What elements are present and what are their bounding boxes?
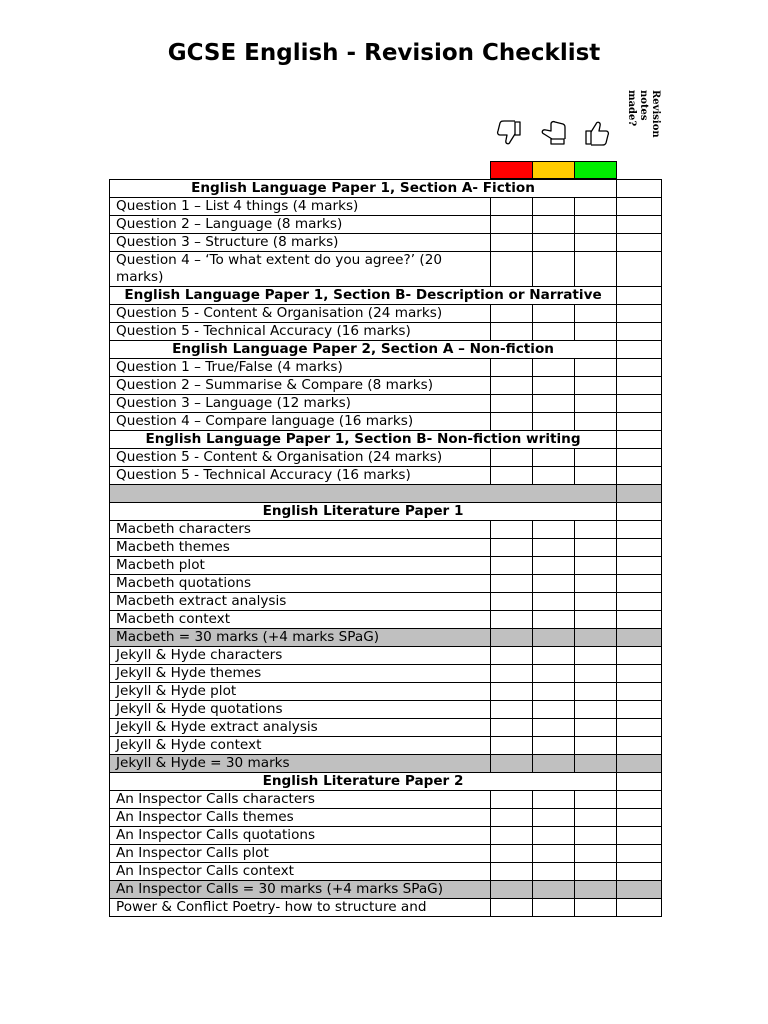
rating-red-box[interactable] [491, 647, 533, 665]
notes-checkbox[interactable] [617, 683, 662, 701]
rating-green-box [575, 881, 617, 899]
section-header-row [110, 503, 662, 521]
section-title: English Language Paper 1, Section B- Non-fiction writing [110, 431, 617, 449]
notes-checkbox[interactable] [617, 611, 662, 629]
checklist-row [110, 323, 662, 341]
item-label: Jekyll & Hyde context [110, 737, 491, 755]
rating-green-box[interactable] [575, 413, 617, 431]
rating-red-box[interactable] [491, 593, 533, 611]
notes-checkbox[interactable] [617, 503, 662, 521]
notes-checkbox[interactable] [617, 845, 662, 863]
rating-red-box[interactable] [491, 252, 533, 287]
checklist-row [110, 809, 662, 827]
section-header-row [110, 287, 662, 305]
checklist-row [110, 198, 662, 216]
rating-red-box[interactable] [491, 683, 533, 701]
checklist-row [110, 719, 662, 737]
notes-checkbox[interactable] [617, 719, 662, 737]
item-label [110, 485, 617, 503]
item-label: Jekyll & Hyde extract analysis [110, 719, 491, 737]
rating-red-box[interactable] [491, 701, 533, 719]
rating-green-box[interactable] [575, 809, 617, 827]
notes-checkbox [617, 755, 662, 773]
rating-green-box[interactable] [575, 234, 617, 252]
checklist-row [110, 359, 662, 377]
rating-green-box[interactable] [575, 539, 617, 557]
checklist-row [110, 863, 662, 881]
item-label: Jekyll & Hyde characters [110, 647, 491, 665]
rating-amber-box[interactable] [533, 899, 575, 917]
rating-red-box[interactable] [491, 809, 533, 827]
section-header-row [110, 341, 662, 359]
rating-amber-box[interactable] [533, 305, 575, 323]
rating-amber-box[interactable] [533, 521, 575, 539]
notes-checkbox[interactable] [617, 252, 662, 287]
revision-notes-label: Revision notes made? [626, 90, 661, 138]
item-label: An Inspector Calls quotations [110, 827, 491, 845]
item-label: Macbeth = 30 marks (+4 marks SPaG) [110, 629, 491, 647]
section-header-row [110, 773, 662, 791]
item-label: An Inspector Calls themes [110, 809, 491, 827]
item-label: Question 4 – Compare language (16 marks) [110, 413, 491, 431]
notes-checkbox[interactable] [617, 359, 662, 377]
rating-amber-box[interactable] [533, 593, 575, 611]
notes-checkbox[interactable] [617, 216, 662, 234]
notes-checkbox[interactable] [617, 539, 662, 557]
checklist-row [110, 377, 662, 395]
item-label: An Inspector Calls = 30 marks (+4 marks SPaG) [110, 881, 491, 899]
rating-amber-box[interactable] [533, 198, 575, 216]
item-label: An Inspector Calls plot [110, 845, 491, 863]
rating-green-box[interactable] [575, 719, 617, 737]
rating-red-box[interactable] [491, 377, 533, 395]
rating-amber-box[interactable] [533, 557, 575, 575]
item-label: Question 3 – Language (12 marks) [110, 395, 491, 413]
rating-amber-box[interactable] [533, 737, 575, 755]
rating-red-box[interactable] [491, 575, 533, 593]
notes-checkbox[interactable] [617, 899, 662, 917]
notes-checkbox[interactable] [617, 180, 662, 198]
item-label: An Inspector Calls context [110, 863, 491, 881]
rating-red-box[interactable] [491, 521, 533, 539]
checklist-row [110, 413, 662, 431]
rating-green-box [575, 755, 617, 773]
rating-green-box[interactable] [575, 593, 617, 611]
rating-green-box[interactable] [575, 557, 617, 575]
notes-checkbox[interactable] [617, 305, 662, 323]
notes-checkbox[interactable] [617, 647, 662, 665]
notes-checkbox[interactable] [617, 791, 662, 809]
item-label: Jekyll & Hyde plot [110, 683, 491, 701]
item-label: Macbeth characters [110, 521, 491, 539]
notes-checkbox[interactable] [617, 665, 662, 683]
checklist-row [110, 521, 662, 539]
section-title: English Language Paper 1, Section A- Fiction [110, 180, 617, 198]
rating-red-box[interactable] [491, 198, 533, 216]
rating-amber-box[interactable] [533, 252, 575, 287]
thumbs-up-icon [582, 118, 612, 148]
item-label: Macbeth plot [110, 557, 491, 575]
item-label: An Inspector Calls characters [110, 791, 491, 809]
checklist-row [110, 827, 662, 845]
rating-red-box[interactable] [491, 305, 533, 323]
rating-amber-box[interactable] [533, 845, 575, 863]
rating-red-box[interactable] [491, 234, 533, 252]
checklist-row [110, 539, 662, 557]
rating-red-box[interactable] [491, 557, 533, 575]
rating-amber-box[interactable] [533, 323, 575, 341]
rating-amber-box[interactable] [533, 449, 575, 467]
notes-checkbox[interactable] [617, 863, 662, 881]
rating-amber-box[interactable] [533, 611, 575, 629]
rating-green-box[interactable] [575, 737, 617, 755]
checklist-row [110, 701, 662, 719]
rating-green-box[interactable] [575, 899, 617, 917]
checklist-row [110, 737, 662, 755]
rating-green-box[interactable] [575, 216, 617, 234]
notes-checkbox[interactable] [617, 827, 662, 845]
notes-checkbox[interactable] [617, 198, 662, 216]
rating-red-box[interactable] [491, 449, 533, 467]
marks-total-row [110, 629, 662, 647]
rating-amber-box[interactable] [533, 827, 575, 845]
item-label: Question 2 – Language (8 marks) [110, 216, 491, 234]
checklist-row [110, 216, 662, 234]
item-label: Jekyll & Hyde = 30 marks [110, 755, 491, 773]
checklist-row [110, 611, 662, 629]
rating-amber-box[interactable] [533, 359, 575, 377]
rating-green-swatch [574, 161, 617, 179]
marks-total-row [110, 881, 662, 899]
checklist-row [110, 449, 662, 467]
checklist-row [110, 305, 662, 323]
item-label: Question 3 – Structure (8 marks) [110, 234, 491, 252]
rating-red-box[interactable] [491, 539, 533, 557]
rating-red-box[interactable] [491, 216, 533, 234]
rating-green-box[interactable] [575, 611, 617, 629]
blank-divider-row [110, 485, 662, 503]
notes-checkbox[interactable] [617, 323, 662, 341]
rating-green-box[interactable] [575, 252, 617, 287]
rating-amber-box[interactable] [533, 413, 575, 431]
checklist-row [110, 593, 662, 611]
rating-amber-box[interactable] [533, 377, 575, 395]
rating-amber-box[interactable] [533, 395, 575, 413]
marks-total-row [110, 755, 662, 773]
notes-checkbox[interactable] [617, 431, 662, 449]
notes-checkbox[interactable] [617, 521, 662, 539]
checklist-row [110, 234, 662, 252]
rating-red-box[interactable] [491, 863, 533, 881]
section-title: English Literature Paper 1 [110, 503, 617, 521]
rating-green-box[interactable] [575, 701, 617, 719]
checklist-row [110, 899, 662, 917]
checklist-row [110, 791, 662, 809]
rating-amber-box[interactable] [533, 467, 575, 485]
item-label: Macbeth extract analysis [110, 593, 491, 611]
item-label: Question 5 - Content & Organisation (24 marks) [110, 449, 491, 467]
revision-checklist-table [109, 179, 662, 917]
rating-green-box[interactable] [575, 683, 617, 701]
rating-amber-box[interactable] [533, 539, 575, 557]
item-label: Question 2 – Summarise & Compare (8 marks) [110, 377, 491, 395]
rating-red-box [491, 755, 533, 773]
rating-amber-box[interactable] [533, 216, 575, 234]
item-label: Question 1 – List 4 things (4 marks) [110, 198, 491, 216]
checklist-row [110, 845, 662, 863]
rating-red-box[interactable] [491, 791, 533, 809]
rating-red-box[interactable] [491, 611, 533, 629]
notes-checkbox [617, 881, 662, 899]
notes-checkbox[interactable] [617, 377, 662, 395]
rating-red-box[interactable] [491, 719, 533, 737]
notes-checkbox[interactable] [617, 575, 662, 593]
rating-amber-box [533, 881, 575, 899]
rating-red-box[interactable] [491, 359, 533, 377]
notes-checkbox[interactable] [617, 395, 662, 413]
checklist-row [110, 575, 662, 593]
notes-checkbox[interactable] [617, 593, 662, 611]
rating-amber-box[interactable] [533, 701, 575, 719]
page-title: GCSE English - Revision Checklist [167, 40, 601, 66]
notes-checkbox[interactable] [617, 701, 662, 719]
checklist-row [110, 395, 662, 413]
section-title: English Literature Paper 2 [110, 773, 617, 791]
rating-red-box[interactable] [491, 413, 533, 431]
rating-green-box[interactable] [575, 449, 617, 467]
notes-checkbox[interactable] [617, 287, 662, 305]
notes-checkbox[interactable] [617, 341, 662, 359]
item-label: Question 4 – ‘To what extent do you agree?’ (20 marks) [110, 252, 491, 287]
rating-red-box[interactable] [491, 395, 533, 413]
rating-green-box[interactable] [575, 665, 617, 683]
section-header-row [110, 180, 662, 198]
rating-amber-box [533, 629, 575, 647]
rating-red-box[interactable] [491, 665, 533, 683]
rating-red-box [491, 881, 533, 899]
checklist-row [110, 647, 662, 665]
rating-red-box[interactable] [491, 899, 533, 917]
item-label: Macbeth themes [110, 539, 491, 557]
rating-green-box[interactable] [575, 521, 617, 539]
item-label: Jekyll & Hyde quotations [110, 701, 491, 719]
rating-green-box[interactable] [575, 827, 617, 845]
section-title: English Language Paper 2, Section A – Non-fiction [110, 341, 617, 359]
rating-green-box[interactable] [575, 377, 617, 395]
rating-amber-box[interactable] [533, 234, 575, 252]
rating-red-box[interactable] [491, 323, 533, 341]
rating-red-box[interactable] [491, 467, 533, 485]
rating-amber-box[interactable] [533, 575, 575, 593]
rating-red-box[interactable] [491, 845, 533, 863]
notes-checkbox[interactable] [617, 234, 662, 252]
rating-red-box [491, 629, 533, 647]
checklist-row [110, 665, 662, 683]
rating-amber-box[interactable] [533, 791, 575, 809]
rating-green-box[interactable] [575, 647, 617, 665]
item-label: Question 5 - Technical Accuracy (16 marks) [110, 323, 491, 341]
item-label: Macbeth quotations [110, 575, 491, 593]
rating-red-box[interactable] [491, 737, 533, 755]
rating-green-box[interactable] [575, 863, 617, 881]
rating-green-box[interactable] [575, 323, 617, 341]
notes-checkbox[interactable] [617, 773, 662, 791]
checklist-row [110, 557, 662, 575]
thumbs-down-icon [494, 118, 524, 148]
rating-red-swatch [490, 161, 533, 179]
section-title: English Language Paper 1, Section B- Description or Narrative [110, 287, 617, 305]
rating-amber-box[interactable] [533, 809, 575, 827]
rating-amber-box[interactable] [533, 863, 575, 881]
checklist-row [110, 467, 662, 485]
rating-amber-swatch [532, 161, 575, 179]
rating-green-box[interactable] [575, 791, 617, 809]
rating-green-box[interactable] [575, 575, 617, 593]
rating-green-box [575, 629, 617, 647]
checklist-row [110, 252, 662, 287]
rating-green-box[interactable] [575, 467, 617, 485]
notes-checkbox[interactable] [617, 809, 662, 827]
notes-checkbox[interactable] [617, 557, 662, 575]
thumbs-sideways-icon [538, 118, 568, 148]
notes-checkbox[interactable] [617, 449, 662, 467]
rating-green-box[interactable] [575, 845, 617, 863]
notes-checkbox [617, 629, 662, 647]
rating-amber-box[interactable] [533, 647, 575, 665]
rating-green-box[interactable] [575, 395, 617, 413]
item-label: Question 5 - Content & Organisation (24 marks) [110, 305, 491, 323]
section-header-row [110, 431, 662, 449]
rating-amber-box[interactable] [533, 665, 575, 683]
item-label: Question 1 – True/False (4 marks) [110, 359, 491, 377]
notes-checkbox[interactable] [617, 467, 662, 485]
rating-green-box[interactable] [575, 305, 617, 323]
notes-checkbox[interactable] [617, 737, 662, 755]
rating-amber-box[interactable] [533, 719, 575, 737]
item-label: Power & Conflict Poetry- how to structure and [110, 899, 491, 917]
item-label: Jekyll & Hyde themes [110, 665, 491, 683]
item-label: Question 5 - Technical Accuracy (16 marks) [110, 467, 491, 485]
rating-green-box[interactable] [575, 198, 617, 216]
notes-checkbox[interactable] [617, 413, 662, 431]
rating-green-box[interactable] [575, 359, 617, 377]
checklist-row [110, 683, 662, 701]
rating-amber-box [533, 755, 575, 773]
rating-amber-box[interactable] [533, 683, 575, 701]
notes-checkbox [617, 485, 662, 503]
rating-red-box[interactable] [491, 827, 533, 845]
item-label: Macbeth context [110, 611, 491, 629]
revision-notes-header [625, 90, 665, 150]
